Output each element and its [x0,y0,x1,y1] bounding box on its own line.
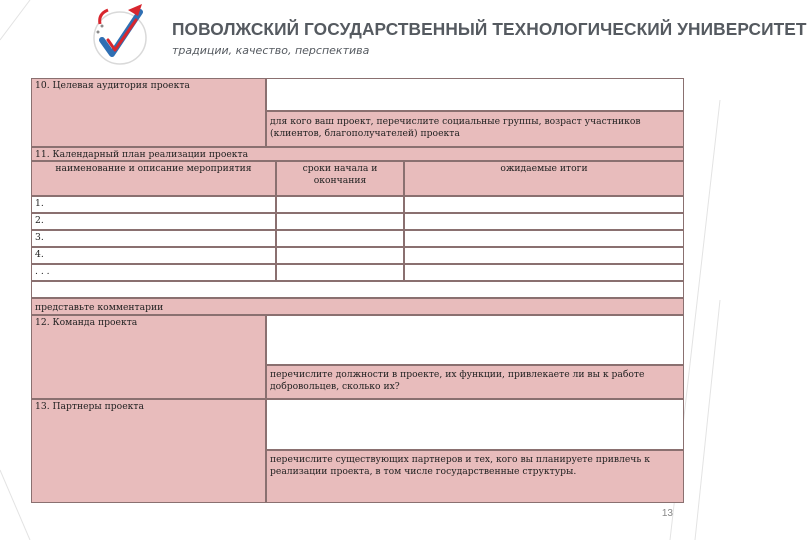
university-name: ПОВОЛЖСКИЙ ГОСУДАРСТВЕННЫЙ ТЕХНОЛОГИЧЕСКИЙ УНИВЕРСИТЕТ [172,19,807,39]
section13-label: 13. Партнеры проекта [31,399,266,503]
plan-row-results-input[interactable] [404,247,684,264]
plan-row-label: 1. [31,196,276,213]
section13-input[interactable] [266,399,684,450]
plan-row-dates-input[interactable] [276,230,404,247]
university-slogan: традиции, качество, перспектива [172,44,370,57]
plan-row-results-input[interactable] [404,213,684,230]
section10-input[interactable] [266,78,684,111]
plan-row-dates-input[interactable] [276,264,404,281]
plan-row-dates-input[interactable] [276,247,404,264]
plan-row-label: 2. [31,213,276,230]
plan-row-results-input[interactable] [404,230,684,247]
section11-comment-hint: представьте комментарии [31,298,684,315]
section13-hint: перечислите существующих партнеров и тех, кого вы планируете привлечь к реализации проекта, в том числе государственные структуры. [266,450,684,503]
plan-row-dates-input[interactable] [276,196,404,213]
column-header-activity: наименование и описание мероприятия [31,161,276,196]
section11-label: 11. Календарный план реализации проекта [31,147,684,161]
plan-row-label: 4. [31,247,276,264]
section10-hint: для кого ваш проект, перечислите социальные группы, возраст участников (клиентов, благополучателей) проекта [266,111,684,147]
section10-label: 10. Целевая аудитория проекта [31,78,266,147]
comment-input[interactable] [31,281,684,298]
section12-hint: перечислите должности в проекте, их функции, привлекаете ли вы к работе добровольцев, сколько их? [266,365,684,399]
section12-input[interactable] [266,315,684,365]
project-form [31,78,684,503]
page-number: 13 [661,508,673,519]
plan-row-dates-input[interactable] [276,213,404,230]
plan-row-label: . . . [31,264,276,281]
plan-row-results-input[interactable] [404,264,684,281]
column-header-results: ожидаемые итоги [404,161,684,196]
university-logo-icon [78,2,158,70]
page-header [0,0,807,72]
section12-label: 12. Команда проекта [31,315,266,399]
plan-row-results-input[interactable] [404,196,684,213]
column-header-dates: сроки начала и окончания [276,161,404,196]
plan-row-label: 3. [31,230,276,247]
